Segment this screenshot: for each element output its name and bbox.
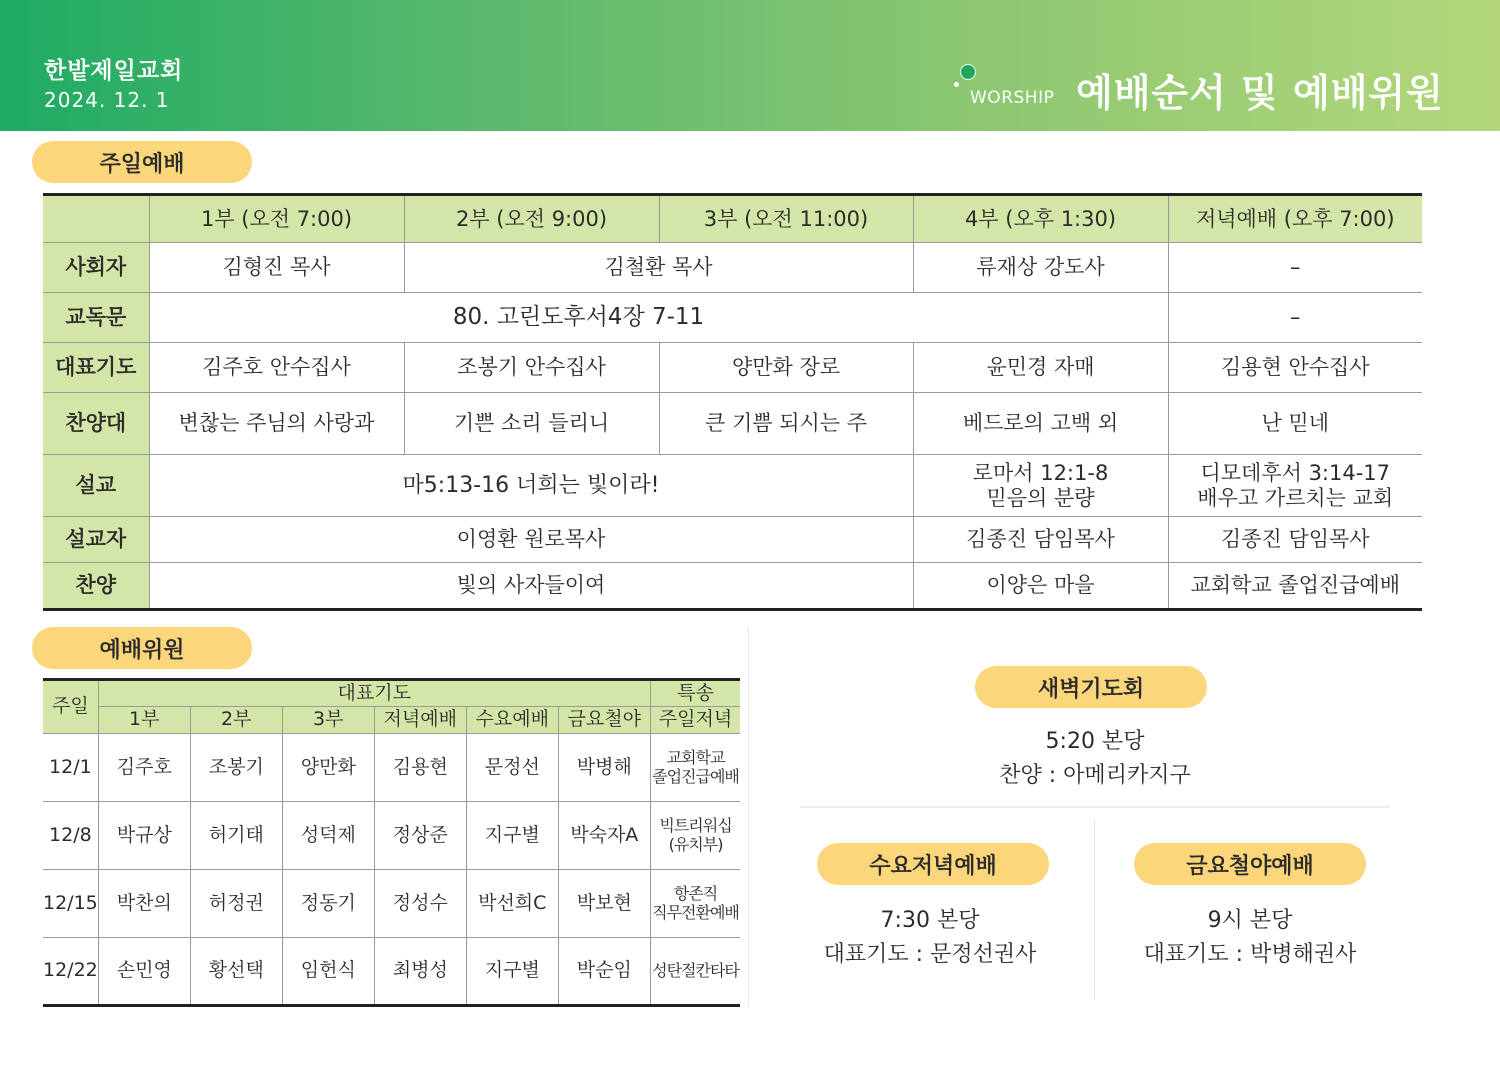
page-title: 예배순서 및 예배위원 xyxy=(1076,71,1444,115)
table-cell: 박찬의 xyxy=(98,870,190,938)
table-row xyxy=(43,938,740,1006)
table-row xyxy=(43,293,1422,343)
table-cell: 성덕제 xyxy=(282,802,374,870)
wednesday-worship-pill: 수요저녁예배 xyxy=(817,843,1049,885)
table-cell: 마5:13-16 너희는 빛이라! xyxy=(149,455,913,517)
table-cell: – xyxy=(1168,293,1422,343)
table-cell: 지구별 xyxy=(466,938,558,1006)
table-cell: 김주호 xyxy=(98,734,190,802)
special-line: 빅트리워십 xyxy=(659,816,732,836)
table-cell: 박숙자A xyxy=(558,802,650,870)
special-line: 졸업진급예배 xyxy=(652,766,739,786)
special-line: (유치부) xyxy=(668,834,723,854)
table-cell: 허기태 xyxy=(190,802,282,870)
column-header: 2부 xyxy=(190,707,282,734)
table-cell xyxy=(1168,455,1422,517)
date-cell: 12/15 xyxy=(43,870,98,938)
sunday-schedule-table xyxy=(43,193,1422,611)
column-header: 주일저녁 xyxy=(650,707,740,734)
special-cell xyxy=(650,734,740,802)
dawn-praise: 찬양 : 아메리카지구 xyxy=(999,763,1191,788)
dot-icon xyxy=(960,64,976,80)
column-header: 2부 (오전 9:00) xyxy=(404,195,659,243)
special-header: 특송 xyxy=(650,680,740,707)
table-cell: 정동기 xyxy=(282,870,374,938)
wednesday-time: 7:30 본당 xyxy=(880,908,980,933)
table-cell: 베드로의 고백 외 xyxy=(913,393,1168,455)
table-cell: 윤민경 자매 xyxy=(913,343,1168,393)
horizontal-divider xyxy=(800,806,1390,808)
table-cell: 이영환 원로목사 xyxy=(149,517,913,563)
date-cell: 12/8 xyxy=(43,802,98,870)
table-cell: 김철환 목사 xyxy=(404,243,913,293)
special-line: 교회학교 xyxy=(666,748,725,768)
table-row xyxy=(43,734,740,802)
column-header: 저녁예배 xyxy=(374,707,466,734)
special-cell xyxy=(650,870,740,938)
special-line: 성탄절칸타타 xyxy=(652,960,739,980)
table-row xyxy=(43,517,1422,563)
corner-cell xyxy=(43,195,149,243)
special-line: 항존직 xyxy=(673,884,718,904)
table-cell: 양만화 장로 xyxy=(659,343,913,393)
bulletin-date: 2024. 12. 1 xyxy=(44,88,170,112)
table-cell: 변찮는 주님의 사랑과 xyxy=(149,393,404,455)
row-label: 설교 xyxy=(43,455,149,517)
table-cell: 난 믿네 xyxy=(1168,393,1422,455)
table-cell: 김용현 xyxy=(374,734,466,802)
friday-prayer: 대표기도 : 박병해권사 xyxy=(1143,942,1357,967)
sermon-passage: 로마서 12:1-8 xyxy=(972,461,1109,486)
date-cell: 12/22 xyxy=(43,938,98,1006)
row-label: 대표기도 xyxy=(43,343,149,393)
table-subheader-row xyxy=(43,707,740,734)
table-row xyxy=(43,802,740,870)
prayer-header: 대표기도 xyxy=(98,680,650,707)
table-cell: 큰 기쁨 되시는 주 xyxy=(659,393,913,455)
table-cell: 기쁜 소리 들리니 xyxy=(404,393,659,455)
friday-time: 9시 본당 xyxy=(1207,908,1293,933)
table-cell: 빛의 사자들이여 xyxy=(149,563,913,610)
sunday-worship-pill: 주일예배 xyxy=(32,141,252,183)
table-cell: 박보현 xyxy=(558,870,650,938)
table-cell: 교회학교 졸업진급예배 xyxy=(1168,563,1422,610)
dawn-time: 5:20 본당 xyxy=(1045,729,1145,754)
column-header: 1부 xyxy=(98,707,190,734)
table-cell: 문정선 xyxy=(466,734,558,802)
table-header-row xyxy=(43,680,740,707)
wednesday-prayer: 대표기도 : 문정선권사 xyxy=(823,942,1037,967)
sermon-title: 배우고 가르치는 교회 xyxy=(1197,485,1394,510)
table-cell: 지구별 xyxy=(466,802,558,870)
table-row xyxy=(43,343,1422,393)
sermon-passage: 디모데후서 3:14-17 xyxy=(1200,461,1391,486)
date-cell: 12/1 xyxy=(43,734,98,802)
special-cell xyxy=(650,802,740,870)
table-cell: 조봉기 xyxy=(190,734,282,802)
column-header: 3부 xyxy=(282,707,374,734)
table-cell: – xyxy=(1168,243,1422,293)
column-header: 4부 (오후 1:30) xyxy=(913,195,1168,243)
table-cell: 양만화 xyxy=(282,734,374,802)
table-cell: 손민영 xyxy=(98,938,190,1006)
table-row xyxy=(43,393,1422,455)
table-cell xyxy=(913,455,1168,517)
vertical-divider xyxy=(748,628,749,1006)
table-cell: 김용현 안수집사 xyxy=(1168,343,1422,393)
table-row xyxy=(43,243,1422,293)
table-cell: 박규상 xyxy=(98,802,190,870)
table-cell: 김종진 담임목사 xyxy=(913,517,1168,563)
worship-label: WORSHIP xyxy=(970,88,1055,108)
table-cell: 박병해 xyxy=(558,734,650,802)
dawn-prayer-pill: 새벽기도회 xyxy=(975,666,1207,708)
table-row xyxy=(43,455,1422,517)
table-header-row xyxy=(43,195,1422,243)
column-header: 수요예배 xyxy=(466,707,558,734)
table-cell: 김주호 안수집사 xyxy=(149,343,404,393)
table-cell: 이양은 마을 xyxy=(913,563,1168,610)
column-header: 3부 (오전 11:00) xyxy=(659,195,913,243)
table-cell: 임헌식 xyxy=(282,938,374,1006)
table-cell: 80. 고린도후서4장 7-11 xyxy=(149,293,1168,343)
table-cell: 정상준 xyxy=(374,802,466,870)
row-label: 찬양대 xyxy=(43,393,149,455)
sermon-title: 믿음의 분량 xyxy=(986,485,1095,510)
special-cell xyxy=(650,938,740,1006)
row-label: 교독문 xyxy=(43,293,149,343)
table-cell: 김형진 목사 xyxy=(149,243,404,293)
column-header: 1부 (오전 7:00) xyxy=(149,195,404,243)
row-label: 찬양 xyxy=(43,563,149,610)
church-name: 한밭제일교회 xyxy=(44,58,184,84)
table-row xyxy=(43,870,740,938)
table-cell: 박선희C xyxy=(466,870,558,938)
table-cell: 류재상 강도사 xyxy=(913,243,1168,293)
column-header: 저녁예배 (오후 7:00) xyxy=(1168,195,1422,243)
small-dot-icon xyxy=(954,82,959,87)
table-row xyxy=(43,563,1422,610)
committee-table xyxy=(43,678,740,1007)
header-band xyxy=(0,0,1500,131)
row-label: 설교자 xyxy=(43,517,149,563)
column-header: 금요철야 xyxy=(558,707,650,734)
friday-worship-pill: 금요철야예배 xyxy=(1134,843,1366,885)
table-cell: 황선택 xyxy=(190,938,282,1006)
table-cell: 박순임 xyxy=(558,938,650,1006)
week-header: 주일 xyxy=(43,680,98,734)
table-cell: 김종진 담임목사 xyxy=(1168,517,1422,563)
special-line: 직무전환예배 xyxy=(652,902,739,922)
table-cell: 조봉기 안수집사 xyxy=(404,343,659,393)
table-cell: 최병성 xyxy=(374,938,466,1006)
table-cell: 정성수 xyxy=(374,870,466,938)
table-cell: 허정권 xyxy=(190,870,282,938)
row-label: 사회자 xyxy=(43,243,149,293)
committee-pill: 예배위원 xyxy=(32,627,252,669)
